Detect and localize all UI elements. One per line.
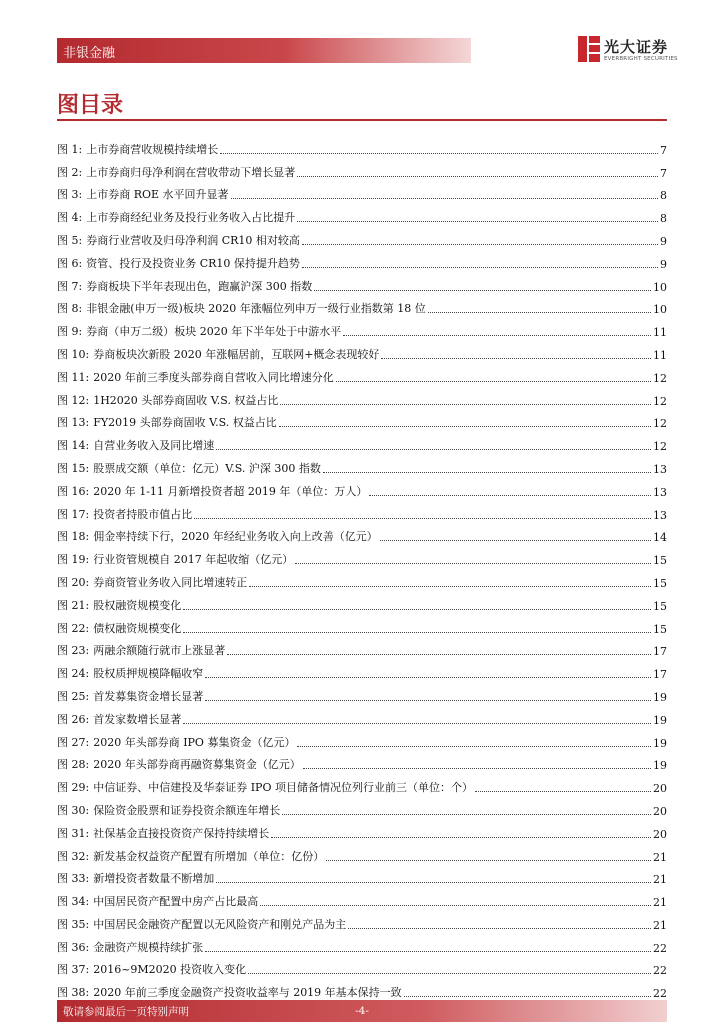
entry-page-number: 15 — [653, 622, 667, 636]
toc-entry[interactable] — [57, 225, 667, 248]
entry-page-number: 21 — [653, 850, 667, 864]
entry-label: 图 13: — [57, 416, 90, 430]
entry-page-number: 17 — [653, 668, 667, 682]
entry-label: 图 16: — [57, 484, 90, 498]
entry-label: 图 30: — [57, 803, 90, 817]
entry-leader — [216, 882, 651, 883]
entry-caption: 行业资管规模自 2017 年起收缩（亿元） — [93, 553, 294, 567]
entry-leader — [348, 928, 651, 929]
toc-entry[interactable] — [57, 977, 667, 1000]
entry-leader — [323, 472, 651, 473]
entry-caption: 债权融资规模变化 — [93, 621, 182, 635]
entry-caption: 股权融资规模变化 — [93, 598, 182, 612]
entry-caption: 非银金融(申万一级)板块 2020 年涨幅位列申万一级行业指数第 18 位 — [86, 302, 426, 316]
entry-leader — [336, 381, 651, 382]
toc-entry[interactable] — [57, 864, 667, 887]
entry-caption: FY2019 头部券商固收 V.S. 权益占比 — [93, 416, 277, 430]
entry-label: 图 20: — [57, 575, 90, 589]
entry-page-number: 21 — [653, 918, 667, 932]
entry-caption: 上市券商归母净利润在营收带动下增长显著 — [86, 165, 296, 179]
entry-caption: 券商（申万二级）板块 2020 年下半年处于中游水平 — [86, 325, 342, 339]
toc-entry[interactable] — [57, 202, 667, 225]
entry-label: 图 35: — [57, 917, 90, 931]
entry-caption: 股权质押规模降幅收窄 — [93, 667, 204, 681]
toc-entry[interactable] — [57, 453, 667, 476]
entry-caption: 股票成交额（单位：亿元）V.S. 沪深 300 指数 — [93, 461, 321, 475]
entry-page-number: 21 — [653, 896, 667, 910]
entry-label: 图 33: — [57, 872, 90, 886]
entry-caption: 保险资金股票和证券投资余额连年增长 — [93, 803, 281, 817]
title-divider — [57, 119, 667, 121]
entry-page-number: 22 — [653, 941, 667, 955]
entry-page-number: 22 — [653, 987, 667, 1001]
entry-caption: 中国居民金融资产配置以无风险资产和刚兑产品为主 — [93, 917, 347, 931]
entry-leader — [194, 518, 651, 519]
entry-page-number: 8 — [660, 212, 667, 226]
entry-leader — [216, 449, 651, 450]
toc-entry[interactable] — [57, 750, 667, 773]
entry-leader — [205, 677, 651, 678]
entry-leader — [183, 609, 651, 610]
entry-label: 图 27: — [57, 735, 90, 749]
entry-caption: 社保基金直接投资资产保持持续增长 — [93, 826, 270, 840]
entry-page-number: 21 — [653, 873, 667, 887]
entry-leader — [380, 540, 651, 541]
entry-label: 图 19: — [57, 553, 90, 567]
entry-label: 图 5: — [57, 233, 83, 247]
entry-caption: 上市券商经纪业务及投行业务收入占比提升 — [86, 211, 296, 225]
entry-page-number: 8 — [660, 189, 667, 203]
entry-label: 图 25: — [57, 689, 90, 703]
entry-caption: 上市券商营收规模持续增长 — [86, 142, 219, 156]
entry-leader — [220, 153, 658, 154]
entry-label: 图 21: — [57, 598, 90, 612]
entry-leader — [369, 495, 651, 496]
entry-page-number: 19 — [653, 759, 667, 773]
toc-entry[interactable] — [57, 157, 667, 180]
entry-page-number: 7 — [660, 166, 667, 180]
entry-caption: 两融余额随行就市上涨显著 — [93, 644, 226, 658]
entry-leader — [428, 312, 651, 313]
entry-label: 图 1: — [57, 142, 83, 156]
toc-entry[interactable] — [57, 316, 667, 339]
entry-label: 图 11: — [57, 370, 90, 384]
entry-page-number: 19 — [653, 713, 667, 727]
entry-caption: 1H2020 头部券商固收 V.S. 权益占比 — [93, 393, 279, 407]
entry-label: 图 38: — [57, 986, 90, 1000]
entry-caption: 2020 年前三季度头部券商自营收入同比增速分化 — [93, 370, 334, 384]
entry-page-number: 10 — [653, 303, 667, 317]
entry-caption: 2020 年 1-11 月新增投资者超 2019 年（单位：万人） — [93, 484, 368, 498]
logo-name-cn: 光大证券 — [604, 38, 669, 56]
entry-caption: 自营业务收入及同比增速 — [93, 439, 215, 453]
entry-page-number: 12 — [653, 417, 667, 431]
toc-entry[interactable] — [57, 681, 667, 704]
entry-page-number: 17 — [653, 645, 667, 659]
entry-leader — [302, 267, 658, 268]
section-header-bar — [57, 38, 471, 63]
entry-page-number: 11 — [653, 348, 667, 362]
entry-label: 图 29: — [57, 781, 90, 795]
entry-page-number: 13 — [653, 462, 667, 476]
entry-leader — [280, 404, 651, 405]
entry-label: 图 4: — [57, 211, 83, 225]
toc-entry[interactable] — [57, 271, 667, 294]
entry-label: 图 32: — [57, 849, 90, 863]
entry-label: 图 18: — [57, 530, 90, 544]
toc-entry[interactable] — [57, 294, 667, 317]
entry-leader — [271, 837, 651, 838]
entry-page-number: 7 — [660, 143, 667, 157]
entry-caption: 首发募集资金增长显著 — [93, 689, 204, 703]
toc-entry[interactable] — [57, 134, 667, 157]
entry-caption: 2020 年头部券商再融资募集资金（亿元） — [93, 758, 301, 772]
entry-page-number: 12 — [653, 371, 667, 385]
entry-label: 图 9: — [57, 325, 83, 339]
footer-disclaimer[interactable]: 敬请参阅最后一页特别声明 — [63, 1006, 189, 1018]
entry-page-number: 13 — [653, 485, 667, 499]
entry-label: 图 10: — [57, 347, 90, 361]
entry-leader — [231, 198, 658, 199]
entry-label: 图 37: — [57, 963, 90, 977]
entry-caption: 新发基金权益资产配置有所增加（单位：亿份） — [93, 849, 325, 863]
entry-page-number: 19 — [653, 690, 667, 704]
logo-mark-icon — [578, 36, 600, 62]
toc-entry[interactable] — [57, 499, 667, 522]
entry-page-number: 10 — [653, 280, 667, 294]
toc-entry[interactable] — [57, 408, 667, 431]
logo-name-en: EVERBRIGHT SECURITIES — [604, 56, 678, 62]
entry-caption: 中国居民资产配置中房产占比最高 — [93, 895, 259, 909]
toc-entry[interactable] — [57, 180, 667, 203]
entry-leader — [282, 814, 651, 815]
toc-entry[interactable] — [57, 932, 667, 955]
toc-entry[interactable] — [57, 772, 667, 795]
toc-entry[interactable] — [57, 704, 667, 727]
entry-label: 图 8: — [57, 302, 83, 316]
entry-caption: 券商资管业务收入同比增速转正 — [93, 575, 248, 589]
entry-page-number: 13 — [653, 508, 667, 522]
entry-caption: 2020 年头部券商 IPO 募集资金（亿元） — [93, 735, 296, 749]
toc-entry[interactable] — [57, 430, 667, 453]
entry-label: 图 12: — [57, 393, 90, 407]
entry-leader — [183, 723, 651, 724]
entry-page-number: 15 — [653, 599, 667, 613]
entry-label: 图 24: — [57, 667, 90, 681]
toc-entry[interactable] — [57, 955, 667, 978]
entry-caption: 新增投资者数量不断增加 — [93, 872, 215, 886]
entry-leader — [205, 700, 651, 701]
entry-caption: 上市券商 ROE 水平回升显著 — [86, 188, 229, 202]
entry-label: 图 31: — [57, 826, 90, 840]
entry-leader — [302, 244, 658, 245]
entry-caption: 2020 年前三季度金融资产投资收益率与 2019 年基本保持一致 — [93, 986, 402, 1000]
entry-label: 图 28: — [57, 758, 90, 772]
entry-label: 图 22: — [57, 621, 90, 635]
entry-label: 图 17: — [57, 507, 90, 521]
toc-entry[interactable] — [57, 727, 667, 750]
entry-label: 图 26: — [57, 712, 90, 726]
toc-entry[interactable] — [57, 567, 667, 590]
toc-entry[interactable] — [57, 476, 667, 499]
entry-caption: 投资者持股市值占比 — [93, 507, 193, 521]
entry-page-number: 14 — [653, 531, 667, 545]
page-number: -4- — [355, 1005, 369, 1017]
company-logo — [578, 34, 678, 66]
page-title: 图目录 — [57, 93, 124, 118]
entry-leader — [227, 654, 651, 655]
entry-leader — [297, 746, 651, 747]
entry-leader — [260, 905, 651, 906]
footer-bar — [57, 1000, 667, 1022]
toc-entry[interactable] — [57, 841, 667, 864]
toc-entry[interactable] — [57, 590, 667, 613]
entry-caption: 资管、投行及投资业务 CR10 保持提升趋势 — [86, 256, 300, 270]
entry-page-number: 11 — [653, 326, 667, 340]
toc-entry[interactable] — [57, 886, 667, 909]
toc-entry[interactable] — [57, 795, 667, 818]
entry-leader — [326, 860, 651, 861]
toc-entry[interactable] — [57, 522, 667, 545]
entry-leader — [249, 586, 651, 587]
entry-label: 图 14: — [57, 439, 90, 453]
entry-page-number: 15 — [653, 576, 667, 590]
toc-entry[interactable] — [57, 909, 667, 932]
entry-page-number: 12 — [653, 440, 667, 454]
toc-entry[interactable] — [57, 658, 667, 681]
entry-leader — [475, 791, 651, 792]
toc-entry[interactable] — [57, 544, 667, 567]
entry-leader — [297, 221, 658, 222]
entry-page-number: 20 — [653, 827, 667, 841]
entry-page-number: 20 — [653, 804, 667, 818]
entry-label: 图 6: — [57, 256, 83, 270]
entry-label: 图 34: — [57, 895, 90, 909]
section-label: 非银金融 — [63, 46, 116, 61]
toc-entry[interactable] — [57, 248, 667, 271]
entry-leader — [343, 335, 651, 336]
entry-caption: 券商板块次新股 2020 年涨幅居前，互联网+概念表现较好 — [93, 347, 380, 361]
entry-label: 图 7: — [57, 279, 83, 293]
entry-page-number: 20 — [653, 782, 667, 796]
entry-label: 图 2: — [57, 165, 83, 179]
toc-entry[interactable] — [57, 362, 667, 385]
entry-caption: 2016~9M2020 投资收入变化 — [93, 963, 247, 977]
entry-page-number: 9 — [660, 257, 667, 271]
entry-leader — [183, 632, 651, 633]
entry-caption: 券商行业营收及归母净利润 CR10 相对较高 — [86, 233, 300, 247]
entry-label: 图 3: — [57, 188, 83, 202]
entry-leader — [381, 358, 651, 359]
entry-caption: 券商板块下半年表现出色，跑赢沪深 300 指数 — [86, 279, 313, 293]
entry-label: 图 23: — [57, 644, 90, 658]
entry-page-number: 22 — [653, 964, 667, 978]
entry-leader — [205, 951, 651, 952]
entry-page-number: 9 — [660, 234, 667, 248]
entry-label: 图 15: — [57, 461, 90, 475]
figure-list — [57, 134, 667, 1000]
entry-page-number: 19 — [653, 736, 667, 750]
toc-entry[interactable] — [57, 818, 667, 841]
entry-leader — [248, 973, 651, 974]
entry-caption: 金融资产规模持续扩张 — [93, 940, 204, 954]
entry-leader — [303, 768, 651, 769]
toc-entry[interactable] — [57, 613, 667, 636]
toc-entry[interactable] — [57, 636, 667, 659]
entry-caption: 佣金率持续下行，2020 年经纪业务收入向上改善（亿元） — [93, 530, 378, 544]
entry-leader — [295, 563, 651, 564]
entry-leader — [279, 426, 651, 427]
entry-caption: 中信证券、中信建投及华泰证券 IPO 项目储备情况位列行业前三（单位：个） — [93, 781, 473, 795]
entry-page-number: 15 — [653, 554, 667, 568]
entry-leader — [314, 290, 651, 291]
entry-leader — [297, 176, 658, 177]
entry-caption: 首发家数增长显著 — [93, 712, 182, 726]
entry-page-number: 12 — [653, 394, 667, 408]
toc-entry[interactable] — [57, 339, 667, 362]
toc-entry[interactable] — [57, 385, 667, 408]
entry-label: 图 36: — [57, 940, 90, 954]
entry-leader — [404, 996, 651, 997]
